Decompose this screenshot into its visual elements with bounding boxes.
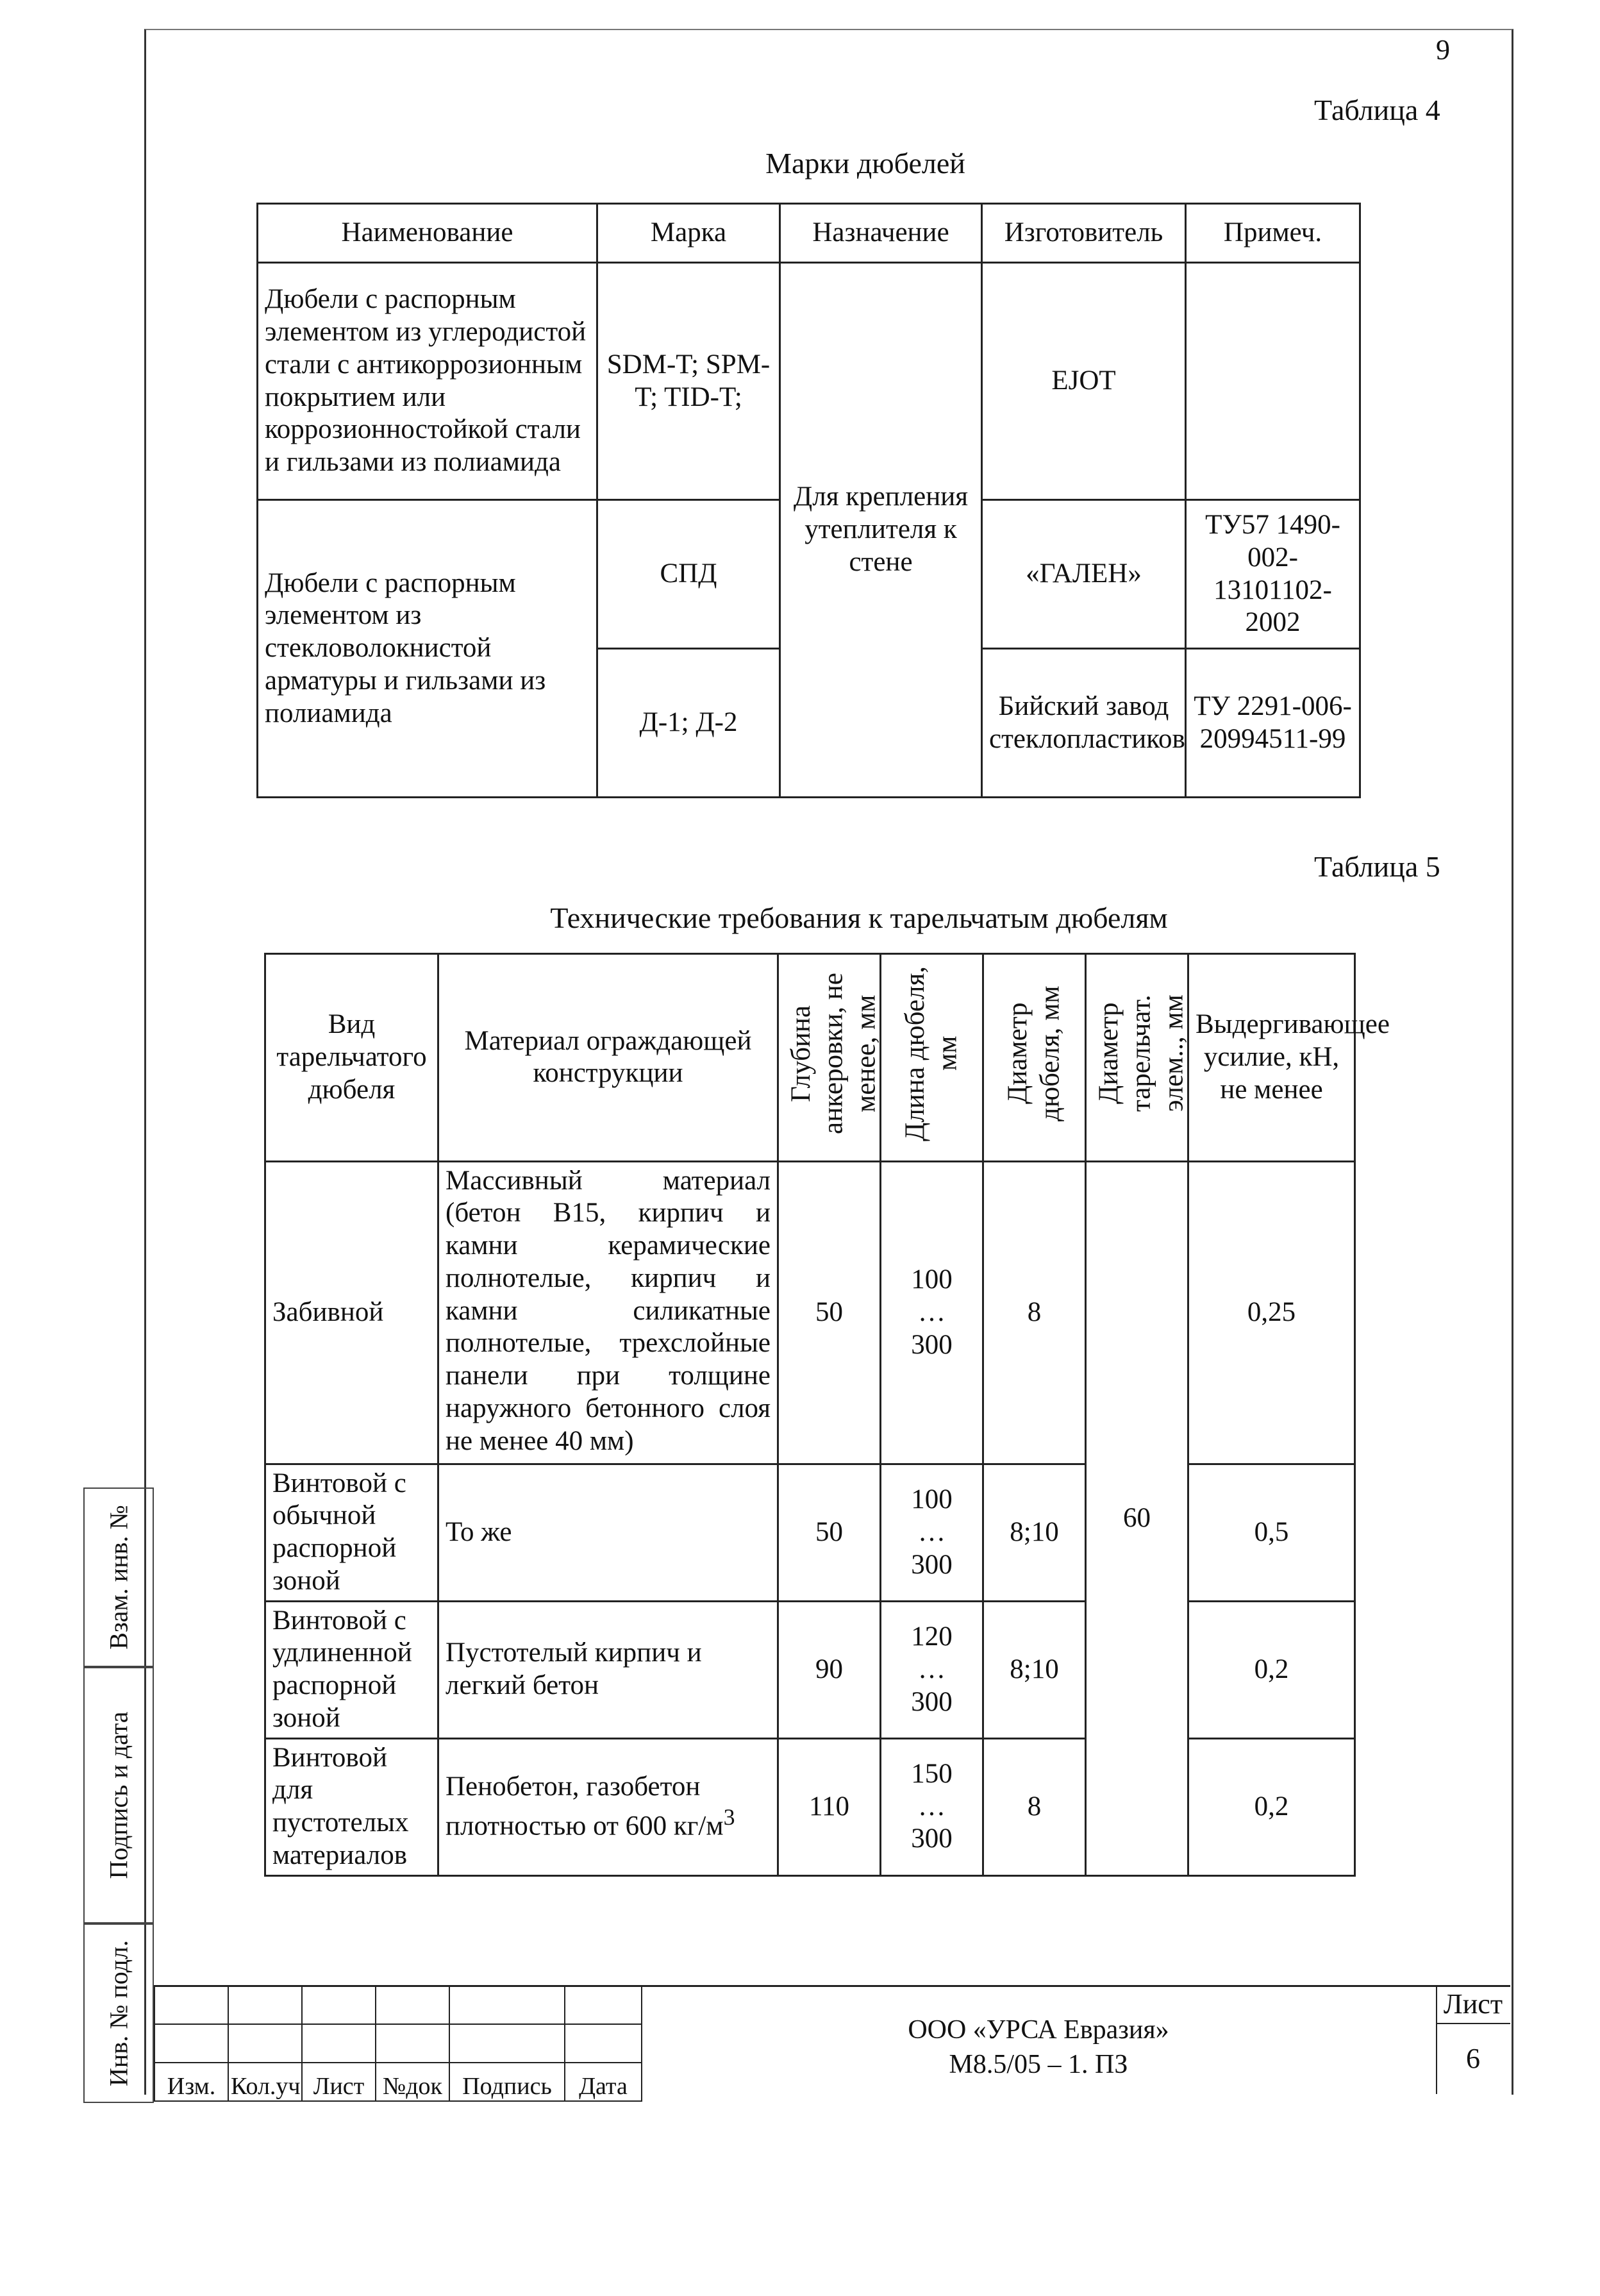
stamp-col-change: Изм.	[154, 2063, 228, 2101]
t5-row4-length-from: 150	[911, 1758, 953, 1789]
t4-row2-note: ТУ57 1490-002-13101102-2002	[1186, 500, 1360, 649]
t5-header-length-text: Длина дюбеля, мм	[899, 966, 963, 1141]
stamp-grid	[154, 1985, 642, 2102]
t4-purpose: Для крепления утеплителя к стене	[780, 263, 982, 798]
stamp-organization	[641, 2013, 1436, 2082]
t5-row3-material: Пустотелый кирпич и легкий бетон	[438, 1601, 778, 1738]
stamp-sheet-number: 6	[1466, 2043, 1480, 2074]
t5-row2-material: То же	[438, 1464, 778, 1601]
stamp-cell	[376, 2024, 449, 2063]
t5-row4-length	[881, 1738, 983, 1875]
page-number: 9	[1436, 34, 1450, 65]
t5-header-material: Материал ограждающей конструкции	[438, 954, 778, 1162]
t4-row2-brand: СПД	[597, 500, 780, 649]
t4-row1-manufacturer: EJOT	[982, 263, 1186, 500]
t4-row1-note	[1186, 263, 1360, 500]
t5-row1-length	[881, 1161, 983, 1464]
t5-row2-length-to: 300	[911, 1549, 953, 1580]
stamp-org-name: ООО «УРСА Евразия»	[908, 2015, 1169, 2045]
table5	[264, 953, 1390, 1877]
t5-row4-type: Винтовой для пустотелых материалов	[265, 1738, 438, 1875]
t5-header-length	[881, 954, 983, 1162]
t4-row1-brand: SDM-T; SPM-T; TID-T;	[597, 263, 780, 500]
t5-row2-length-sep: …	[918, 1516, 946, 1547]
stamp-col-doc: №док	[376, 2063, 449, 2101]
stamp-cell	[228, 2024, 302, 2063]
stamp-cell	[565, 2024, 642, 2063]
t5-row4-material	[438, 1738, 778, 1875]
t5-row2-type: Винтовой с обычной распорной зоной	[265, 1464, 438, 1601]
stamp-cell	[302, 1986, 376, 2024]
stamp-cell	[154, 1986, 228, 2024]
t5-header-plate-text: Диаметр тарельчат. элем.., мм	[1094, 994, 1189, 1112]
table5-caption: Таблица 5	[1314, 850, 1440, 883]
t5-row1-length-to: 300	[911, 1329, 953, 1360]
table4	[256, 203, 1361, 798]
side-label-substitute: Взам. инв. №	[104, 1505, 133, 1650]
stamp-cell	[228, 1986, 302, 2024]
table5-title: Технические требования к тарельчатым дюбелям	[550, 901, 1168, 934]
t5-row1-force: 0,25	[1188, 1161, 1355, 1464]
t5-row3-depth: 90	[778, 1601, 881, 1738]
t5-plate-diameter: 60	[1086, 1161, 1188, 1875]
stamp-cell	[449, 2024, 565, 2063]
stamp-col-date: Дата	[565, 2063, 642, 2101]
stamp-cell	[376, 1986, 449, 2024]
t4-row3-brand: Д-1; Д-2	[597, 649, 780, 798]
t5-row3-length-from: 120	[911, 1621, 953, 1652]
t5-row4-diameter: 8	[983, 1738, 1086, 1875]
t5-row1-type: Забивной	[265, 1161, 438, 1464]
t5-row4-force: 0,2	[1188, 1738, 1355, 1875]
stamp-cell	[154, 2024, 228, 2063]
side-label-original: Инв. № подл.	[104, 1940, 133, 2086]
stamp-col-sheet: Лист	[302, 2063, 376, 2101]
t4-group2-name: Дюбели с распорным элементом из стекловолокнистой арматуры и гильзами из полиамида	[258, 500, 597, 798]
t4-header-note: Примеч.	[1186, 204, 1360, 263]
t4-header-purpose: Назначение	[780, 204, 982, 263]
t5-row3-length-to: 300	[911, 1686, 953, 1717]
t5-row4-length-to: 300	[911, 1823, 953, 1854]
stamp-col-count: Кол.уч	[228, 2063, 302, 2101]
t4-header-brand: Марка	[597, 204, 780, 263]
stamp-cell	[565, 1986, 642, 2024]
stamp-col-signature: Подпись	[449, 2063, 565, 2101]
t4-row3-manufacturer: Бийский завод стеклопластиков	[982, 649, 1186, 798]
t5-row1-length-from: 100	[911, 1264, 953, 1295]
t5-row1-material: Массивный материал (бетон В15, кирпич и камни керамические полнотелые, кирпич и камни силикатные полнотелые, трехслойные панели при толщине наружного бетонного слоя не менее 40 мм)	[438, 1161, 778, 1464]
t5-row2-length	[881, 1464, 983, 1601]
t4-header-name: Наименование	[258, 204, 597, 263]
stamp-cell	[302, 2024, 376, 2063]
t5-header-diameter-text: Диаметр дюбеля, мм	[1002, 985, 1065, 1121]
stamp-cell	[449, 1986, 565, 2024]
t5-row2-depth: 50	[778, 1464, 881, 1601]
stamp-sheet-label: Лист	[1443, 1988, 1503, 2020]
side-box-signature	[83, 1667, 154, 1923]
table4-title: Марки дюбелей	[765, 147, 965, 180]
t5-header-diameter	[983, 954, 1086, 1162]
t5-row2-diameter: 8;10	[983, 1464, 1086, 1601]
t5-row3-type: Винтовой с удлиненной распорной зоной	[265, 1601, 438, 1738]
t5-row4-depth: 110	[778, 1738, 881, 1875]
t5-header-depth	[778, 954, 881, 1162]
t5-row1-diameter: 8	[983, 1161, 1086, 1464]
table4-caption: Таблица 4	[1314, 94, 1440, 126]
t5-header-plate	[1086, 954, 1188, 1162]
t5-header-force: Выдергивающее усилие, кН, не менее	[1188, 954, 1355, 1162]
side-label-signature: Подпись и дата	[104, 1711, 133, 1879]
t5-row1-length-sep: …	[918, 1296, 946, 1327]
side-box-original	[83, 1923, 154, 2103]
t4-header-manufacturer: Изготовитель	[982, 204, 1186, 263]
t5-row4-material-text: Пенобетон, газобетон плотностью от 600 кг/м	[446, 1772, 724, 1841]
t5-row4-material-sup: 3	[723, 1804, 735, 1830]
t5-row3-diameter: 8;10	[983, 1601, 1086, 1738]
t5-row2-force: 0,5	[1188, 1464, 1355, 1601]
t4-row2-manufacturer: «ГАЛЕН»	[982, 500, 1186, 649]
t5-header-depth-text: Глубина анкеровки, не менее, мм	[786, 973, 881, 1134]
side-box-substitute	[83, 1487, 154, 1667]
t5-row3-length	[881, 1601, 983, 1738]
stamp-doc-code: М8.5/05 – 1. ПЗ	[949, 2049, 1128, 2079]
t5-row4-length-sep: …	[918, 1791, 946, 1822]
t5-row2-length-from: 100	[911, 1484, 953, 1515]
t4-row1-name: Дюбели с распорным элементом из углеродистой стали с антикоррозионным покрытием или коррозионностойкой стали и гильзами из полиамида	[258, 263, 597, 500]
t5-row1-depth: 50	[778, 1161, 881, 1464]
t5-row3-length-sep: …	[918, 1654, 946, 1684]
t5-row3-force: 0,2	[1188, 1601, 1355, 1738]
stamp-sheet-divider	[1436, 2023, 1510, 2024]
t4-row3-note: ТУ 2291-006-20994511-99	[1186, 649, 1360, 798]
t5-header-type: Вид тарельчатого дюбеля	[265, 954, 438, 1162]
